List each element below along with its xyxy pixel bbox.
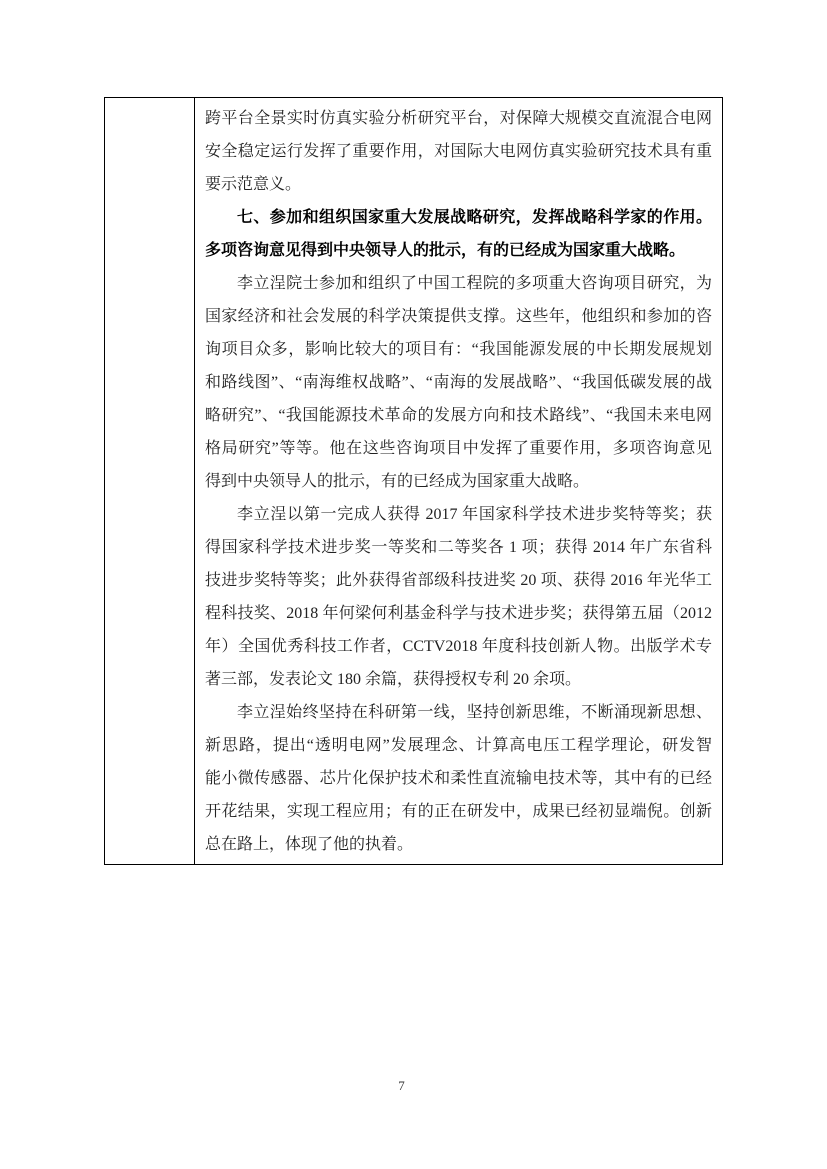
paragraph [205, 267, 712, 498]
text-line: 和路线图”、“南海维权战略”、“南海的发展战略”、“我国低碳发展的战 [205, 374, 712, 391]
text-line: 要示范意义。 [205, 176, 302, 193]
text-line: 年）全国优秀科技工作者，CCTV2018 年度科技创新人物。出版学术专 [205, 638, 712, 655]
text-line: 能小微传感器、芯片化保护技术和柔性直流输电技术等，其中有的已经 [205, 770, 712, 787]
text-line: 得国家科学技术进步奖一等奖和二等奖各 1 项；获得 2014 年广东省科 [205, 539, 712, 556]
text-line: 技进步奖特等奖；此外获得省部级科技进奖 20 项、获得 2016 年光华工 [205, 572, 712, 589]
paragraph [205, 102, 712, 201]
text-line: 李立浧院士参加和组织了中国工程院的多项重大咨询项目研究，为 [237, 275, 712, 292]
text-line: 跨平台全景实时仿真实验分析研究平台，对保障大规模交直流混合电网 [205, 110, 712, 127]
text-line: 略研究”、“我国能源技术革命的发展方向和技术路线”、“我国未来电网 [205, 407, 712, 424]
paragraph [205, 696, 712, 861]
text-line: 程科技奖、2018 年何梁何利基金科学与技术进步奖；获得第五届（2012 [205, 605, 712, 622]
text-line: 开花结果，实现工程应用；有的正在研发中，成果已经初显端倪。创新 [205, 803, 712, 820]
text-line: 新思路，提出“透明电网”发展理念、计算高电压工程学理论，研发智 [205, 737, 712, 754]
section-heading [205, 201, 712, 267]
text-line: 七、参加和组织国家重大发展战略研究，发挥战略科学家的作用。 [237, 209, 712, 226]
table-text-cell [195, 98, 722, 864]
text-line: 多项咨询意见得到中央领导人的批示，有的已经成为国家重大战略。 [205, 242, 686, 259]
text-line: 国家经济和社会发展的科学决策提供支撑。这些年，他组织和参加的咨 [205, 308, 712, 325]
paragraph [205, 498, 712, 696]
text-line: 著三部，发表论文 180 余篇，获得授权专利 20 余项。 [205, 671, 582, 688]
text-line: 李立浧始终坚持在科研第一线，坚持创新思维，不断涌现新思想、 [237, 704, 712, 721]
text-line: 得到中央领导人的批示，有的已经成为国家重大战略。 [205, 473, 590, 490]
page-number: 7 [398, 1078, 405, 1093]
table-label-cell [105, 98, 195, 864]
text-line: 询项目众多，影响比较大的项目有：“我国能源发展的中长期发展规划 [205, 341, 712, 358]
text-line: 总在路上，体现了他的执着。 [205, 836, 414, 853]
text-line: 李立浧以第一完成人获得 2017 年国家科学技术进步奖特等奖；获 [237, 506, 712, 523]
text-line: 安全稳定运行发挥了重要作用，对国际大电网仿真实验研究技术具有重 [205, 143, 712, 160]
text-line: 格局研究”等等。他在这些咨询项目中发挥了重要作用，多项咨询意见 [205, 440, 712, 457]
content-table [104, 97, 723, 865]
